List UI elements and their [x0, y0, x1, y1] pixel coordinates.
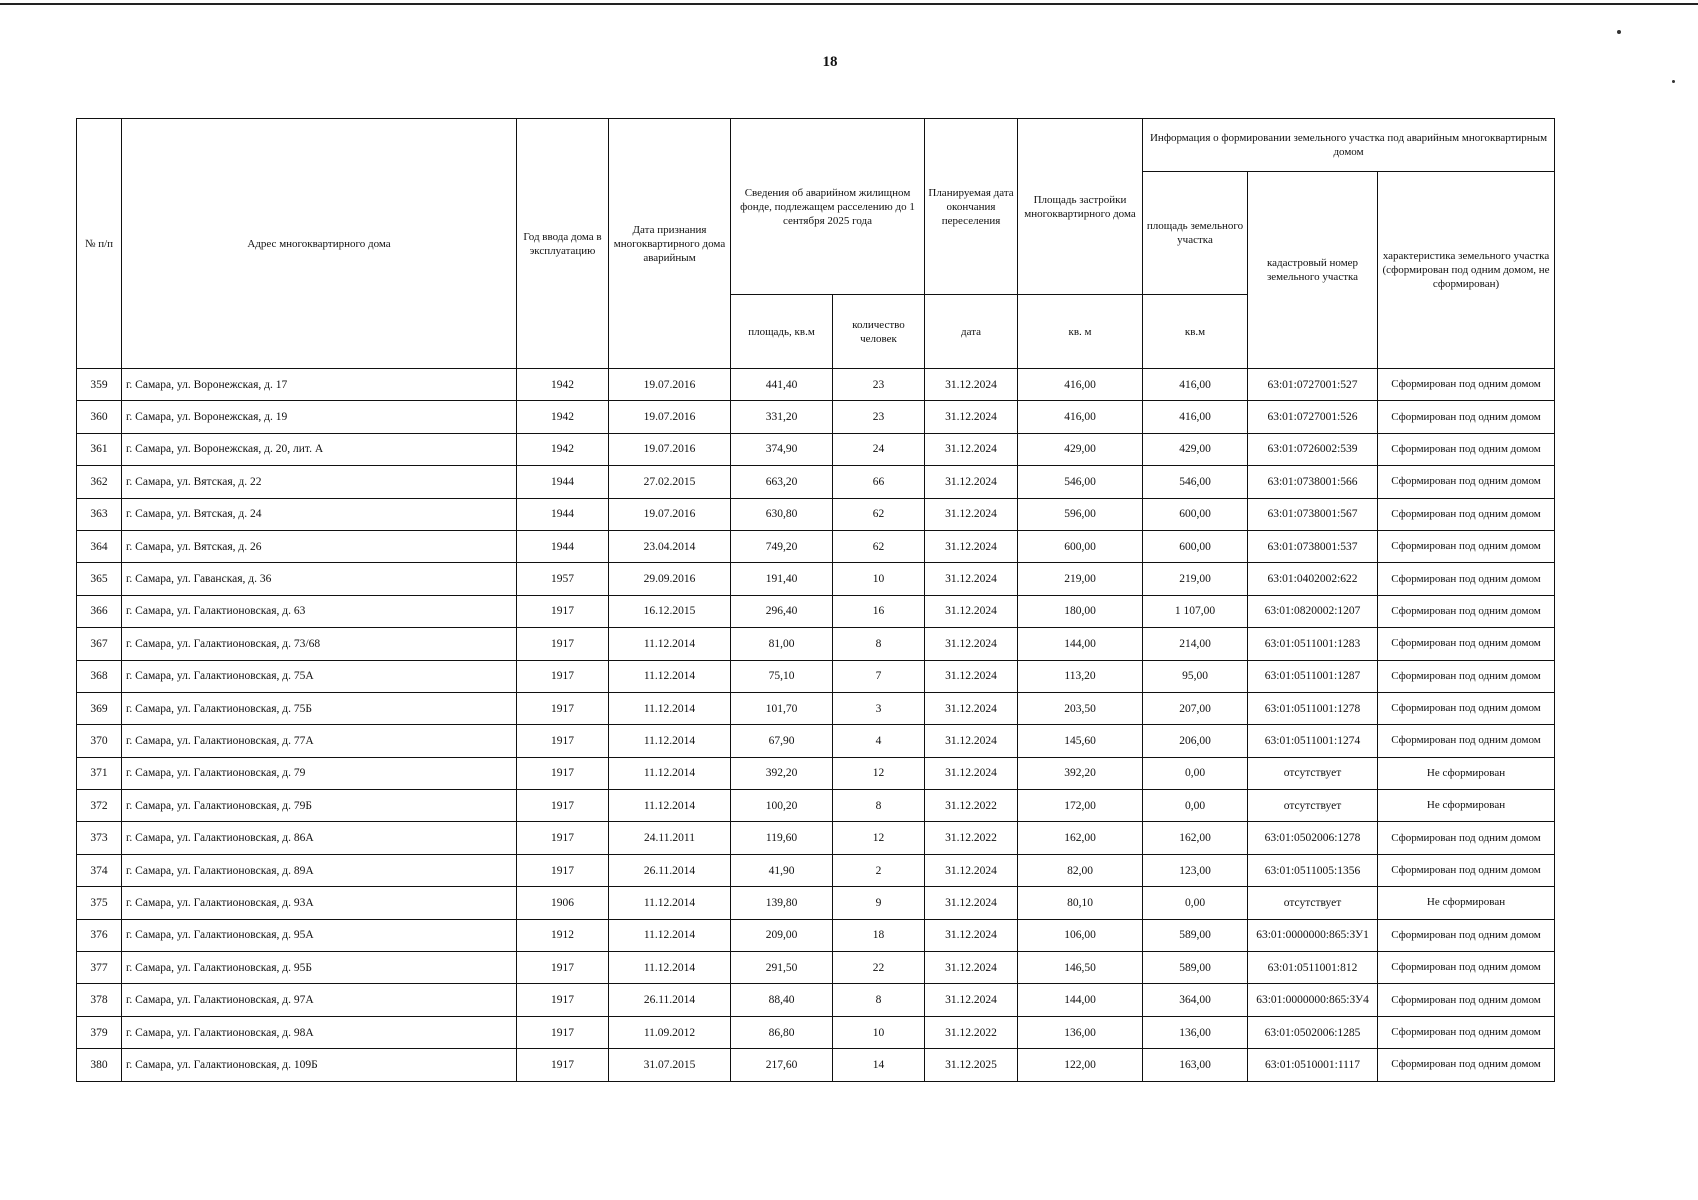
cell-area: 209,00 — [731, 919, 833, 951]
cell-year: 1917 — [517, 1016, 609, 1048]
cell-num: 380 — [77, 1049, 122, 1081]
cell-land-characteristic: Сформирован под одним домом — [1378, 401, 1555, 433]
cell-land-characteristic: Сформирован под одним домом — [1378, 563, 1555, 595]
cell-area: 41,90 — [731, 854, 833, 886]
cell-land-characteristic: Не сформирован — [1378, 887, 1555, 919]
cell-people: 12 — [833, 822, 925, 854]
emergency-housing-table — [76, 118, 1555, 1082]
cell-land-characteristic: Сформирован под одним домом — [1378, 822, 1555, 854]
cell-people: 9 — [833, 887, 925, 919]
cell-building-area: 162,00 — [1018, 822, 1143, 854]
cell-recognition-date: 24.11.2011 — [609, 822, 731, 854]
cell-building-area: 600,00 — [1018, 530, 1143, 562]
cell-people: 66 — [833, 466, 925, 498]
cell-year: 1942 — [517, 369, 609, 401]
cell-cadastral: 63:01:0820002:1207 — [1248, 595, 1378, 627]
cell-recognition-date: 26.11.2014 — [609, 984, 731, 1016]
cell-planned-date: 31.12.2024 — [925, 433, 1018, 465]
cell-cadastral: 63:01:0502006:1278 — [1248, 822, 1378, 854]
cell-building-area: 80,10 — [1018, 887, 1143, 919]
cell-planned-date: 31.12.2024 — [925, 369, 1018, 401]
cell-address: г. Самара, ул. Воронежская, д. 17 — [122, 369, 517, 401]
cell-year: 1912 — [517, 919, 609, 951]
cell-recognition-date: 19.07.2016 — [609, 401, 731, 433]
cell-land-characteristic: Сформирован под одним домом — [1378, 1049, 1555, 1081]
cell-area: 663,20 — [731, 466, 833, 498]
header-land-area: площадь земельного участка — [1143, 172, 1248, 295]
cell-recognition-date: 27.02.2015 — [609, 466, 731, 498]
cell-address: г. Самара, ул. Воронежская, д. 20, лит. А — [122, 433, 517, 465]
cell-num: 373 — [77, 822, 122, 854]
cell-year: 1917 — [517, 628, 609, 660]
table-row — [77, 433, 1555, 465]
cell-num: 368 — [77, 660, 122, 692]
cell-land-characteristic: Сформирован под одним домом — [1378, 660, 1555, 692]
cell-land-area: 589,00 — [1143, 952, 1248, 984]
cell-building-area: 146,50 — [1018, 952, 1143, 984]
cell-cadastral: отсутствует — [1248, 887, 1378, 919]
table-row — [77, 595, 1555, 627]
cell-building-area: 122,00 — [1018, 1049, 1143, 1081]
cell-planned-date: 31.12.2024 — [925, 887, 1018, 919]
cell-recognition-date: 11.12.2014 — [609, 790, 731, 822]
cell-people: 14 — [833, 1049, 925, 1081]
cell-area: 139,80 — [731, 887, 833, 919]
header-land-area-unit: кв.м — [1143, 295, 1248, 369]
cell-area: 88,40 — [731, 984, 833, 1016]
cell-recognition-date: 11.12.2014 — [609, 660, 731, 692]
table-row — [77, 725, 1555, 757]
cell-address: г. Самара, ул. Галактионовская, д. 89А — [122, 854, 517, 886]
cell-people: 62 — [833, 498, 925, 530]
cell-address: г. Самара, ул. Галактионовская, д. 77А — [122, 725, 517, 757]
cell-address: г. Самара, ул. Вятская, д. 22 — [122, 466, 517, 498]
cell-area: 441,40 — [731, 369, 833, 401]
cell-building-area: 180,00 — [1018, 595, 1143, 627]
cell-land-area: 206,00 — [1143, 725, 1248, 757]
cell-year: 1906 — [517, 887, 609, 919]
cell-building-area: 172,00 — [1018, 790, 1143, 822]
cell-num: 375 — [77, 887, 122, 919]
cell-people: 23 — [833, 369, 925, 401]
cell-year: 1917 — [517, 660, 609, 692]
table-row — [77, 919, 1555, 951]
cell-recognition-date: 23.04.2014 — [609, 530, 731, 562]
cell-building-area: 546,00 — [1018, 466, 1143, 498]
cell-people: 12 — [833, 757, 925, 789]
table-row — [77, 854, 1555, 886]
cell-building-area: 136,00 — [1018, 1016, 1143, 1048]
cell-planned-date: 31.12.2024 — [925, 952, 1018, 984]
cell-planned-date: 31.12.2024 — [925, 660, 1018, 692]
cell-building-area: 82,00 — [1018, 854, 1143, 886]
cell-year: 1917 — [517, 854, 609, 886]
table-row — [77, 822, 1555, 854]
cell-planned-date: 31.12.2024 — [925, 692, 1018, 724]
cell-planned-date: 31.12.2024 — [925, 530, 1018, 562]
cell-land-area: 589,00 — [1143, 919, 1248, 951]
cell-people: 24 — [833, 433, 925, 465]
cell-address: г. Самара, ул. Галактионовская, д. 79 — [122, 757, 517, 789]
cell-land-characteristic: Не сформирован — [1378, 790, 1555, 822]
cell-cadastral: 63:01:0726002:539 — [1248, 433, 1378, 465]
cell-num: 371 — [77, 757, 122, 789]
cell-address: г. Самара, ул. Гаванская, д. 36 — [122, 563, 517, 595]
table-row — [77, 984, 1555, 1016]
cell-area: 119,60 — [731, 822, 833, 854]
cell-land-area: 364,00 — [1143, 984, 1248, 1016]
cell-building-area: 392,20 — [1018, 757, 1143, 789]
cell-address: г. Самара, ул. Галактионовская, д. 109Б — [122, 1049, 517, 1081]
cell-year: 1917 — [517, 692, 609, 724]
cell-area: 100,20 — [731, 790, 833, 822]
cell-land-area: 546,00 — [1143, 466, 1248, 498]
cell-year: 1942 — [517, 401, 609, 433]
cell-area: 191,40 — [731, 563, 833, 595]
cell-year: 1917 — [517, 725, 609, 757]
cell-address: г. Самара, ул. Галактионовская, д. 97А — [122, 984, 517, 1016]
cell-building-area: 416,00 — [1018, 401, 1143, 433]
cell-land-area: 123,00 — [1143, 854, 1248, 886]
cell-num: 362 — [77, 466, 122, 498]
cell-people: 10 — [833, 1016, 925, 1048]
table-row — [77, 466, 1555, 498]
table-row — [77, 887, 1555, 919]
header-area-sqm: площадь, кв.м — [731, 295, 833, 369]
cell-building-area: 203,50 — [1018, 692, 1143, 724]
scan-top-rule — [0, 3, 1698, 5]
cell-building-area: 416,00 — [1018, 369, 1143, 401]
cell-year: 1917 — [517, 595, 609, 627]
cell-land-area: 416,00 — [1143, 401, 1248, 433]
cell-address: г. Самара, ул. Галактионовская, д. 75Б — [122, 692, 517, 724]
cell-num: 374 — [77, 854, 122, 886]
cell-people: 23 — [833, 401, 925, 433]
table-row — [77, 530, 1555, 562]
cell-year: 1957 — [517, 563, 609, 595]
cell-building-area: 113,20 — [1018, 660, 1143, 692]
cell-area: 374,90 — [731, 433, 833, 465]
cell-land-area: 136,00 — [1143, 1016, 1248, 1048]
table-row — [77, 790, 1555, 822]
cell-num: 360 — [77, 401, 122, 433]
header-emergency-info: Сведения об аварийном жилищном фонде, подлежащем расселению до 1 сентября 2025 года — [731, 119, 925, 295]
cell-num: 359 — [77, 369, 122, 401]
cell-year: 1944 — [517, 530, 609, 562]
cell-cadastral: 63:01:0000000:865:ЗУ4 — [1248, 984, 1378, 1016]
cell-num: 365 — [77, 563, 122, 595]
cell-area: 67,90 — [731, 725, 833, 757]
cell-land-characteristic: Сформирован под одним домом — [1378, 919, 1555, 951]
cell-people: 3 — [833, 692, 925, 724]
cell-people: 8 — [833, 628, 925, 660]
cell-address: г. Самара, ул. Галактионовская, д. 75А — [122, 660, 517, 692]
cell-people: 8 — [833, 984, 925, 1016]
header-building-area-unit: кв. м — [1018, 295, 1143, 369]
cell-address: г. Самара, ул. Галактионовская, д. 95Б — [122, 952, 517, 984]
cell-num: 361 — [77, 433, 122, 465]
page-number: 18 — [822, 54, 838, 70]
header-land-characteristic: характеристика земельного участка (сформирован под одним домом, не сформирован) — [1378, 172, 1555, 369]
cell-recognition-date: 11.12.2014 — [609, 725, 731, 757]
cell-cadastral: 63:01:0738001:567 — [1248, 498, 1378, 530]
cell-planned-date: 31.12.2024 — [925, 628, 1018, 660]
cell-year: 1944 — [517, 466, 609, 498]
table-row — [77, 563, 1555, 595]
table-row — [77, 498, 1555, 530]
cell-planned-date: 31.12.2022 — [925, 822, 1018, 854]
cell-num: 364 — [77, 530, 122, 562]
cell-cadastral: 63:01:0502006:1285 — [1248, 1016, 1378, 1048]
cell-year: 1942 — [517, 433, 609, 465]
cell-year: 1917 — [517, 757, 609, 789]
table-row — [77, 757, 1555, 789]
cell-cadastral: отсутствует — [1248, 790, 1378, 822]
cell-land-area: 163,00 — [1143, 1049, 1248, 1081]
header-land-info: Информация о формировании земельного участка под аварийным многоквартирным домом — [1143, 119, 1555, 172]
cell-recognition-date: 11.12.2014 — [609, 628, 731, 660]
cell-address: г. Самара, ул. Галактионовская, д. 63 — [122, 595, 517, 627]
cell-people: 4 — [833, 725, 925, 757]
cell-planned-date: 31.12.2024 — [925, 498, 1018, 530]
cell-planned-date: 31.12.2024 — [925, 725, 1018, 757]
cell-land-area: 1 107,00 — [1143, 595, 1248, 627]
cell-year: 1917 — [517, 1049, 609, 1081]
cell-building-area: 596,00 — [1018, 498, 1143, 530]
cell-recognition-date: 19.07.2016 — [609, 433, 731, 465]
header-num: № п/п — [77, 119, 122, 369]
cell-recognition-date: 19.07.2016 — [609, 498, 731, 530]
cell-cadastral: 63:01:0000000:865:ЗУ1 — [1248, 919, 1378, 951]
cell-land-characteristic: Не сформирован — [1378, 757, 1555, 789]
cell-planned-date: 31.12.2024 — [925, 757, 1018, 789]
cell-recognition-date: 11.12.2014 — [609, 757, 731, 789]
cell-num: 377 — [77, 952, 122, 984]
cell-people: 8 — [833, 790, 925, 822]
cell-land-characteristic: Сформирован под одним домом — [1378, 692, 1555, 724]
cell-num: 376 — [77, 919, 122, 951]
cell-address: г. Самара, ул. Галактионовская, д. 95А — [122, 919, 517, 951]
cell-area: 291,50 — [731, 952, 833, 984]
cell-area: 630,80 — [731, 498, 833, 530]
cell-cadastral: 63:01:0511001:1278 — [1248, 692, 1378, 724]
cell-address: г. Самара, ул. Воронежская, д. 19 — [122, 401, 517, 433]
scan-speck — [1672, 80, 1675, 83]
cell-land-characteristic: Сформирован под одним домом — [1378, 952, 1555, 984]
table-row — [77, 952, 1555, 984]
cell-people: 18 — [833, 919, 925, 951]
cell-area: 749,20 — [731, 530, 833, 562]
cell-cadastral: 63:01:0511001:1274 — [1248, 725, 1378, 757]
cell-recognition-date: 19.07.2016 — [609, 369, 731, 401]
cell-land-area: 219,00 — [1143, 563, 1248, 595]
cell-area: 86,80 — [731, 1016, 833, 1048]
table-row — [77, 1049, 1555, 1081]
header-recognition-date: Дата признания многоквартирного дома аварийным — [609, 119, 731, 369]
cell-planned-date: 31.12.2024 — [925, 854, 1018, 886]
cell-people: 10 — [833, 563, 925, 595]
cell-num: 367 — [77, 628, 122, 660]
cell-land-characteristic: Сформирован под одним домом — [1378, 466, 1555, 498]
cell-address: г. Самара, ул. Вятская, д. 24 — [122, 498, 517, 530]
cell-num: 372 — [77, 790, 122, 822]
cell-people: 22 — [833, 952, 925, 984]
cell-planned-date: 31.12.2022 — [925, 1016, 1018, 1048]
cell-recognition-date: 16.12.2015 — [609, 595, 731, 627]
header-year: Год ввода дома в эксплуатацию — [517, 119, 609, 369]
cell-cadastral: 63:01:0727001:526 — [1248, 401, 1378, 433]
cell-address: г. Самара, ул. Галактионовская, д. 79Б — [122, 790, 517, 822]
cell-cadastral: 63:01:0511001:1283 — [1248, 628, 1378, 660]
cell-people: 2 — [833, 854, 925, 886]
cell-land-area: 416,00 — [1143, 369, 1248, 401]
cell-recognition-date: 11.12.2014 — [609, 919, 731, 951]
table-row — [77, 660, 1555, 692]
cell-year: 1944 — [517, 498, 609, 530]
cell-land-area: 0,00 — [1143, 790, 1248, 822]
cell-planned-date: 31.12.2024 — [925, 919, 1018, 951]
cell-address: г. Самара, ул. Галактионовская, д. 98А — [122, 1016, 517, 1048]
cell-cadastral: 63:01:0510001:1117 — [1248, 1049, 1378, 1081]
cell-land-characteristic: Сформирован под одним домом — [1378, 595, 1555, 627]
cell-building-area: 145,60 — [1018, 725, 1143, 757]
cell-num: 369 — [77, 692, 122, 724]
cell-cadastral: 63:01:0511001:812 — [1248, 952, 1378, 984]
cell-year: 1917 — [517, 952, 609, 984]
cell-land-characteristic: Сформирован под одним домом — [1378, 984, 1555, 1016]
cell-cadastral: 63:01:0738001:566 — [1248, 466, 1378, 498]
table-row — [77, 369, 1555, 401]
cell-people: 16 — [833, 595, 925, 627]
cell-land-characteristic: Сформирован под одним домом — [1378, 498, 1555, 530]
cell-address: г. Самара, ул. Галактионовская, д. 93А — [122, 887, 517, 919]
cell-cadastral: 63:01:0738001:537 — [1248, 530, 1378, 562]
cell-num: 370 — [77, 725, 122, 757]
cell-land-characteristic: Сформирован под одним домом — [1378, 628, 1555, 660]
cell-recognition-date: 29.09.2016 — [609, 563, 731, 595]
cell-people: 62 — [833, 530, 925, 562]
cell-year: 1917 — [517, 822, 609, 854]
cell-land-area: 600,00 — [1143, 530, 1248, 562]
cell-land-area: 600,00 — [1143, 498, 1248, 530]
cell-area: 392,20 — [731, 757, 833, 789]
cell-land-area: 429,00 — [1143, 433, 1248, 465]
cell-cadastral: 63:01:0511001:1287 — [1248, 660, 1378, 692]
cell-cadastral: отсутствует — [1248, 757, 1378, 789]
cell-area: 75,10 — [731, 660, 833, 692]
cell-building-area: 106,00 — [1018, 919, 1143, 951]
cell-land-characteristic: Сформирован под одним домом — [1378, 433, 1555, 465]
cell-num: 366 — [77, 595, 122, 627]
table-row — [77, 628, 1555, 660]
header-building-area: Площадь застройки многоквартирного дома — [1018, 119, 1143, 295]
cell-recognition-date: 31.07.2015 — [609, 1049, 731, 1081]
cell-planned-date: 31.12.2024 — [925, 984, 1018, 1016]
cell-year: 1917 — [517, 984, 609, 1016]
header-planned-date: Планируемая дата окончания переселения — [925, 119, 1018, 295]
cell-cadastral: 63:01:0402002:622 — [1248, 563, 1378, 595]
header-address: Адрес многоквартирного дома — [122, 119, 517, 369]
cell-area: 101,70 — [731, 692, 833, 724]
cell-num: 379 — [77, 1016, 122, 1048]
table-row — [77, 1016, 1555, 1048]
cell-land-characteristic: Сформирован под одним домом — [1378, 530, 1555, 562]
cell-area: 331,20 — [731, 401, 833, 433]
cell-planned-date: 31.12.2024 — [925, 466, 1018, 498]
cell-land-area: 0,00 — [1143, 757, 1248, 789]
table-row — [77, 401, 1555, 433]
cell-address: г. Самара, ул. Галактионовская, д. 86А — [122, 822, 517, 854]
header-cadastral: кадастровый номер земельного участка — [1248, 172, 1378, 369]
cell-land-characteristic: Сформирован под одним домом — [1378, 854, 1555, 886]
cell-recognition-date: 11.12.2014 — [609, 692, 731, 724]
cell-num: 378 — [77, 984, 122, 1016]
cell-address: г. Самара, ул. Галактионовская, д. 73/68 — [122, 628, 517, 660]
cell-land-area: 207,00 — [1143, 692, 1248, 724]
cell-land-characteristic: Сформирован под одним домом — [1378, 1016, 1555, 1048]
cell-planned-date: 31.12.2025 — [925, 1049, 1018, 1081]
cell-planned-date: 31.12.2024 — [925, 595, 1018, 627]
cell-land-area: 214,00 — [1143, 628, 1248, 660]
cell-recognition-date: 11.09.2012 — [609, 1016, 731, 1048]
cell-planned-date: 31.12.2024 — [925, 563, 1018, 595]
cell-land-characteristic: Сформирован под одним домом — [1378, 725, 1555, 757]
cell-year: 1917 — [517, 790, 609, 822]
cell-building-area: 144,00 — [1018, 628, 1143, 660]
cell-building-area: 429,00 — [1018, 433, 1143, 465]
cell-address: г. Самара, ул. Вятская, д. 26 — [122, 530, 517, 562]
header-date-unit: дата — [925, 295, 1018, 369]
cell-people: 7 — [833, 660, 925, 692]
cell-land-characteristic: Сформирован под одним домом — [1378, 369, 1555, 401]
cell-area: 217,60 — [731, 1049, 833, 1081]
cell-building-area: 144,00 — [1018, 984, 1143, 1016]
cell-land-area: 162,00 — [1143, 822, 1248, 854]
scan-speck — [1617, 30, 1621, 34]
cell-planned-date: 31.12.2024 — [925, 401, 1018, 433]
cell-recognition-date: 11.12.2014 — [609, 887, 731, 919]
cell-building-area: 219,00 — [1018, 563, 1143, 595]
cell-area: 296,40 — [731, 595, 833, 627]
header-people-count: количество человек — [833, 295, 925, 369]
cell-num: 363 — [77, 498, 122, 530]
cell-cadastral: 63:01:0511005:1356 — [1248, 854, 1378, 886]
cell-area: 81,00 — [731, 628, 833, 660]
cell-planned-date: 31.12.2022 — [925, 790, 1018, 822]
cell-recognition-date: 11.12.2014 — [609, 952, 731, 984]
table-row — [77, 692, 1555, 724]
cell-land-area: 0,00 — [1143, 887, 1248, 919]
cell-recognition-date: 26.11.2014 — [609, 854, 731, 886]
cell-cadastral: 63:01:0727001:527 — [1248, 369, 1378, 401]
cell-land-area: 95,00 — [1143, 660, 1248, 692]
